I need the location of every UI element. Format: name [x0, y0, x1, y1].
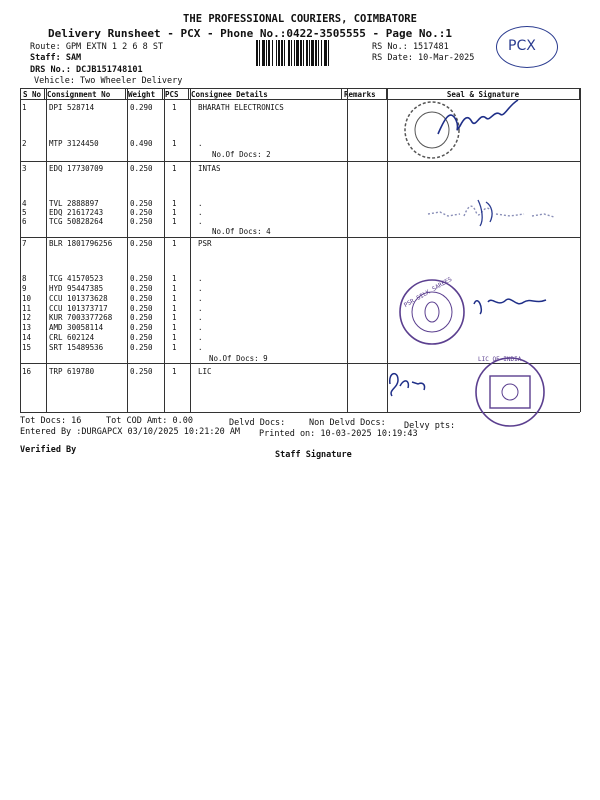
lic-stamp-ring — [476, 358, 544, 426]
col-remarks: Remarks — [342, 89, 387, 100]
row-weight: 0.250 — [130, 367, 153, 376]
row-consignment-no: HYD 95447385 — [49, 284, 104, 293]
group-divider — [20, 237, 580, 238]
row-consignment-no: EDQ 17730709 — [49, 164, 104, 173]
row-weight: 0.250 — [130, 274, 153, 283]
total-docs: Tot Docs: 16 — [20, 416, 82, 426]
row-weight: 0.250 — [130, 164, 153, 173]
row-sno: 1 — [22, 103, 27, 112]
row-consignment-no: MTP 3124450 — [49, 139, 99, 148]
row-sno: 16 — [22, 367, 32, 376]
row-consignee: . — [198, 274, 203, 283]
col-consignment: Consignment No — [45, 89, 126, 100]
row-sno: 11 — [22, 304, 32, 313]
row-pcs: 1 — [172, 294, 177, 303]
lic-stamp-emblem — [490, 376, 530, 408]
route-label: Route: GPM EXTN 1 2 6 8 ST — [30, 42, 164, 52]
row-consignee: . — [198, 217, 203, 226]
row-weight: 0.490 — [130, 139, 153, 148]
non-delivered-docs: Non Delvd Docs: — [309, 418, 386, 428]
row-consignment-no: EDQ 21617243 — [49, 208, 104, 217]
drs-number: DRS No.: DCJB151748101 — [30, 65, 143, 75]
row-consignment-no: KUR 7003377268 — [49, 313, 113, 322]
row-pcs: 1 — [172, 208, 177, 217]
seal-stamp-inner — [415, 112, 449, 148]
row-pcs: 1 — [172, 284, 177, 293]
row-consignment-no: TRP 619780 — [49, 367, 95, 376]
row-pcs: 1 — [172, 239, 177, 248]
row-sno: 15 — [22, 343, 32, 352]
row-consignment-no: TCG 41570523 — [49, 274, 104, 283]
row-weight: 0.250 — [130, 294, 153, 303]
barcode — [256, 40, 368, 66]
row-pcs: 1 — [172, 313, 177, 322]
verified-by: Verified By — [20, 445, 77, 455]
lic-stamp-text: LIC OF INDIA — [478, 356, 522, 363]
row-consignment-no: SRT 15489536 — [49, 343, 104, 352]
grid-line — [580, 88, 581, 412]
rs-number: RS No.: 1517481 — [372, 42, 449, 52]
row-weight: 0.250 — [130, 304, 153, 313]
row-sno: 3 — [22, 164, 27, 173]
row-consignee: . — [198, 304, 203, 313]
row-sno: 12 — [22, 313, 32, 322]
runsheet-title: Delivery Runsheet - PCX - Phone No.:0422-3505555 - Page No.:1 — [48, 27, 452, 40]
row-consignment-no: TVL 2888897 — [49, 199, 99, 208]
row-consignee: . — [198, 343, 203, 352]
row-consignee: . — [198, 199, 203, 208]
handwritten-pcx: PCX — [508, 38, 536, 54]
seal-stamp-ring — [405, 102, 459, 158]
row-sno: 2 — [22, 139, 27, 148]
col-sno: S No — [21, 89, 45, 100]
row-consignee: PSR — [198, 239, 212, 248]
row-sno: 9 — [22, 284, 27, 293]
row-sno: 14 — [22, 333, 32, 342]
row-weight: 0.250 — [130, 284, 153, 293]
vehicle-label: Vehicle: Two Wheeler Delivery — [34, 76, 183, 86]
delivery-points: Delvy pts: — [404, 421, 456, 431]
entered-by: Entered By :DURGAPCX 03/10/2025 10:21:20 AM — [20, 427, 241, 437]
row-consignee: . — [198, 284, 203, 293]
row-consignee: BHARATH ELECTRONICS — [198, 103, 284, 112]
row-consignee: INTAS — [198, 164, 221, 173]
silk-stamp-text: PSR SILK SAREES — [402, 275, 454, 310]
row-consignment-no: AMD 30058114 — [49, 323, 104, 332]
signature-scribble — [478, 200, 492, 226]
row-consignee: . — [198, 323, 203, 332]
signature-scribble — [390, 374, 425, 396]
row-pcs: 1 — [172, 217, 177, 226]
signature-scribble — [474, 299, 546, 314]
company-title: THE PROFESSIONAL COURIERS, COIMBATORE — [183, 13, 417, 25]
row-weight: 0.250 — [130, 239, 153, 248]
row-weight: 0.250 — [130, 313, 153, 322]
row-sno: 10 — [22, 294, 32, 303]
row-weight: 0.250 — [130, 208, 153, 217]
row-consignee: . — [198, 208, 203, 217]
row-consignment-no: CRL 602124 — [49, 333, 95, 342]
row-consignee: . — [198, 333, 203, 342]
row-pcs: 1 — [172, 343, 177, 352]
row-pcs: 1 — [172, 304, 177, 313]
row-weight: 0.250 — [130, 343, 153, 352]
row-weight: 0.250 — [130, 323, 153, 332]
col-seal: Seal & Signature — [387, 89, 580, 100]
seal-signature-1 — [398, 90, 538, 170]
row-consignee: . — [198, 139, 203, 148]
row-sno: 8 — [22, 274, 27, 283]
row-consignment-no: TCG 50828264 — [49, 217, 104, 226]
row-pcs: 1 — [172, 333, 177, 342]
lic-stamp-center — [502, 384, 518, 400]
row-pcs: 1 — [172, 139, 177, 148]
col-consignee: Consignee Details — [189, 89, 342, 100]
row-consignee: . — [198, 313, 203, 322]
row-pcs: 1 — [172, 103, 177, 112]
row-pcs: 1 — [172, 199, 177, 208]
group-note: No.Of Docs: 4 — [212, 227, 271, 236]
barcode-bar — [329, 40, 331, 66]
group-note: No.Of Docs: 9 — [209, 354, 268, 363]
row-consignment-no: DPI 528714 — [49, 103, 95, 112]
row-consignment-no: BLR 1801796256 — [49, 239, 113, 248]
row-pcs: 1 — [172, 274, 177, 283]
row-sno: 13 — [22, 323, 32, 332]
row-weight: 0.250 — [130, 333, 153, 342]
staff-signature: Staff Signature — [275, 450, 352, 460]
row-weight: 0.290 — [130, 103, 153, 112]
rs-date: RS Date: 10-Mar-2025 — [372, 53, 475, 63]
row-pcs: 1 — [172, 367, 177, 376]
row-consignee: LIC — [198, 367, 212, 376]
delivered-docs: Delvd Docs: — [229, 418, 286, 428]
printed-on: Printed on: 10-03-2025 10:19:43 — [259, 429, 418, 439]
row-sno: 5 — [22, 208, 27, 217]
col-weight: Weight — [126, 89, 163, 100]
col-pcs: PCS — [163, 89, 189, 100]
silk-stamp-emblem — [425, 302, 439, 322]
row-sno: 7 — [22, 239, 27, 248]
row-consignee: . — [198, 294, 203, 303]
row-pcs: 1 — [172, 164, 177, 173]
row-consignment-no: CCU 101373628 — [49, 294, 108, 303]
row-weight: 0.250 — [130, 217, 153, 226]
seal-signature-3 — [396, 274, 576, 354]
staff-label: Staff: SAM — [30, 53, 82, 63]
group-note: No.Of Docs: 2 — [212, 150, 271, 159]
total-cod: Tot COD Amt: 0.00 — [106, 416, 193, 426]
row-consignment-no: CCU 101373717 — [49, 304, 108, 313]
seal-signature-4 — [384, 348, 564, 428]
seal-signature-2 — [420, 192, 570, 232]
signature-scribble — [438, 100, 518, 134]
row-weight: 0.250 — [130, 199, 153, 208]
row-pcs: 1 — [172, 323, 177, 332]
row-sno: 6 — [22, 217, 27, 226]
row-sno: 4 — [22, 199, 27, 208]
